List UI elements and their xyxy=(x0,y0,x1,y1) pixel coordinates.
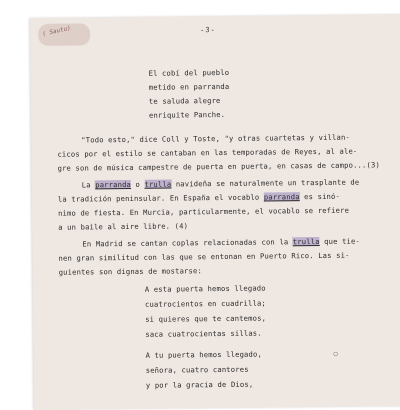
text-run: que tie- xyxy=(319,236,361,246)
verse-line: A tu puerta hemos llegado, xyxy=(145,349,263,360)
body-line: "Todo esto," dice Coll y Toste, "y otras cuartetas y villan- xyxy=(81,132,350,145)
verse-line: A esta puerta hemos llegado xyxy=(144,283,266,294)
body-line xyxy=(58,192,340,204)
epigraph-line: enriquite Panche. xyxy=(148,109,226,120)
epigraph-line: El cobí del pueblo xyxy=(148,67,230,78)
text-run: navideña se naturalmente un trasplante de xyxy=(171,177,360,189)
highlighted-word: parranda xyxy=(263,192,300,202)
body-line: cicos por el estilo se cantaban en las temporadas de Reyes, al ale- xyxy=(57,146,358,159)
verse-line: y por la gracia de Dios, xyxy=(145,379,254,390)
highlighted-word: trulla xyxy=(292,236,320,247)
highlighted-word: parranda xyxy=(95,179,132,190)
epigraph-line: te saluda alegre xyxy=(148,96,221,106)
verse-line: señora, cuatro cantores xyxy=(145,364,249,375)
paper-sheet xyxy=(30,14,400,410)
verse-line: si quieres que te cantemos, xyxy=(145,313,267,324)
body-line: nimo de fiesta. En Murcia, particularmente, el vocablo se refiere xyxy=(57,205,350,218)
highlighted-word: trulla xyxy=(144,179,172,189)
text-run: En Madrid se cantan coplas relacionadas con la xyxy=(82,237,293,249)
body-line: nen gran similitud con las que se entonan en Puerto Rico. Las si- xyxy=(58,250,350,263)
verse-margin-mark: ○ xyxy=(333,348,339,358)
text-run: o xyxy=(130,179,145,189)
page-number: -3- xyxy=(200,26,216,35)
text-run: es sinó- xyxy=(299,191,341,202)
body-line: guientes son dignas de mostarse: xyxy=(58,266,202,277)
text-run: La xyxy=(81,180,96,190)
verse-line: saca cuatrocientas sillas. xyxy=(145,328,262,339)
body-line: a un baile al aire libre. (4) xyxy=(58,221,189,232)
body-line: gre son de música campestre de puerta en puerta, en casas de campo...(3) xyxy=(57,160,380,173)
text-run: la tradición peninsular. En España el vocablo xyxy=(57,192,264,204)
epigraph-line: metido en parranda xyxy=(148,81,230,92)
body-line xyxy=(82,178,360,190)
body-line xyxy=(82,237,360,249)
corner-handwritten-note: ( Sautu) xyxy=(41,24,72,38)
verse-line: cuatrocientos en cuadrilla; xyxy=(144,298,266,309)
